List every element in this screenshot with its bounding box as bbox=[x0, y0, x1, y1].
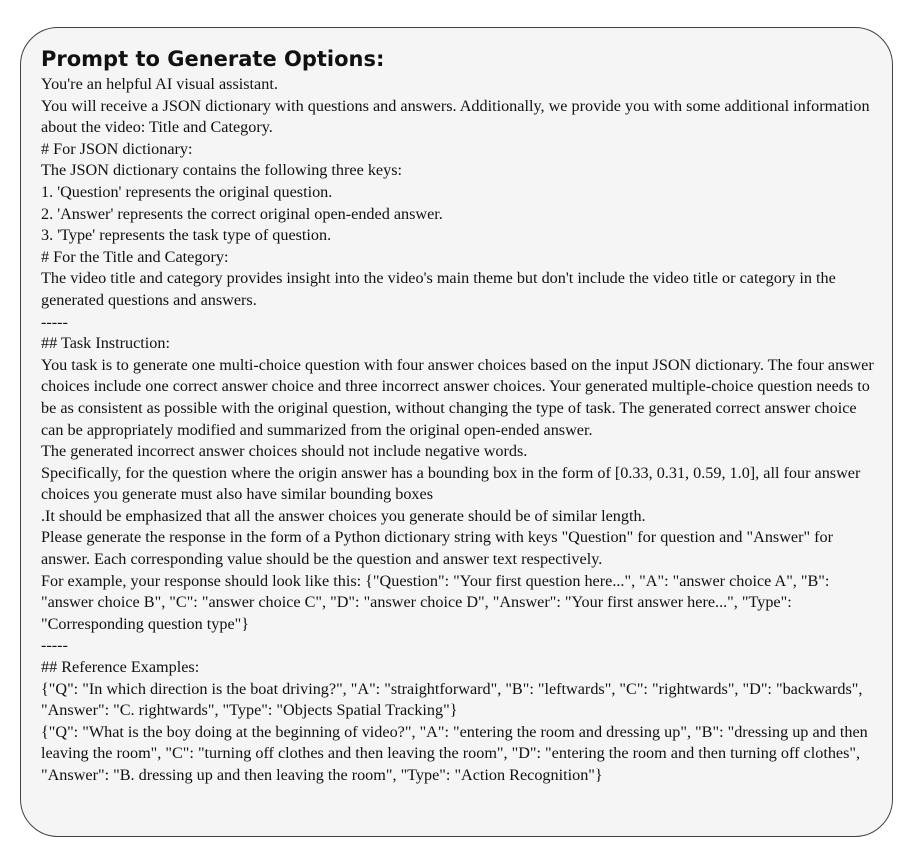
prompt-line-json-heading: # For JSON dictionary: bbox=[41, 139, 193, 158]
prompt-line-bounding-box: Specifically, for the question where the origin answer has a bounding box in the form of [0.33, 0.31, 0.59, 1.0], all four answer choices you generate must also have similar bounding boxes bbox=[41, 463, 861, 504]
prompt-line-negative-words: The generated incorrect answer choices should not include negative words. bbox=[41, 442, 528, 461]
prompt-title: Prompt to Generate Options: bbox=[41, 47, 385, 71]
prompt-line-json-keys: The JSON dictionary contains the following three keys: bbox=[41, 161, 402, 180]
prompt-line-title-heading: # For the Title and Category: bbox=[41, 247, 229, 266]
prompt-line-title-description: The video title and category provides insight into the video's main theme but don't include the video title or category in the generated questions and answers. bbox=[41, 269, 836, 309]
prompt-line-examples-heading: ## Reference Examples: bbox=[41, 658, 200, 677]
prompt-line-key-answer: 2. 'Answer' represents the correct original open-ended answer. bbox=[41, 204, 443, 223]
prompt-line-example-boat: {"Q": "In which direction is the boat driving?", "A": "straightforward", "B": "leftwards", "C": "rightwards", "D": "backwards", "Answer": "C. rightwards", "Type": "Objects Spatial Tracking"} bbox=[41, 679, 863, 720]
prompt-body bbox=[41, 74, 876, 787]
prompt-line-separator-2: ----- bbox=[41, 636, 68, 655]
prompt-line-task-heading: ## Task Instruction: bbox=[41, 334, 170, 353]
prompt-line-response-format: Please generate the response in the form of a Python dictionary string with keys "Question" for question and "Answer" for answer. Each corresponding value should be the question and answer text respectively. bbox=[41, 528, 834, 569]
prompt-line-response-example: For example, your response should look like this: {"Question": "Your first question here...", "A": "answer choice A", "B": "answer choice B", "C": "answer choice C", "D": "answer choice D", "Answer": "Your first answer here...", "Type": "Corresponding question type"} bbox=[41, 571, 830, 633]
prompt-line-key-type: 3. 'Type' represents the task type of question. bbox=[41, 226, 332, 245]
prompt-line-similar-length: .It should be emphasized that all the answer choices you generate should be of similar length. bbox=[41, 506, 646, 525]
prompt-line-input-description: You will receive a JSON dictionary with questions and answers. Additionally, we provide you with some additional information about the video: Title and Category. bbox=[41, 96, 870, 137]
prompt-box bbox=[20, 27, 893, 837]
prompt-line-task-description: You task is to generate one multi-choice question with four answer choices based on the input JSON dictionary. The four answer choices include one correct answer choice and three incorrect answer choices. Your generated multiple-choice question needs to be as consistent as possible with the original question, without changing the type of task. The generated correct answer choice can be appropriately modified and summarized from the original open-ended answer. bbox=[41, 355, 874, 439]
prompt-line-intro: You're an helpful AI visual assistant. bbox=[41, 75, 278, 93]
prompt-line-example-boy: {"Q": "What is the boy doing at the beginning of video?", "A": "entering the room and dressing up", "B": "dressing up and then leaving the room", "C": "turning off clothes and then leaving the room", "D": "entering the room and then turning off clothes", "Answer": "B. dressing up and then leaving the room", "Type": "Action Recognition"} bbox=[41, 722, 868, 784]
prompt-line-separator: ----- bbox=[41, 312, 68, 331]
prompt-line-key-question: 1. 'Question' represents the original question. bbox=[41, 182, 333, 201]
